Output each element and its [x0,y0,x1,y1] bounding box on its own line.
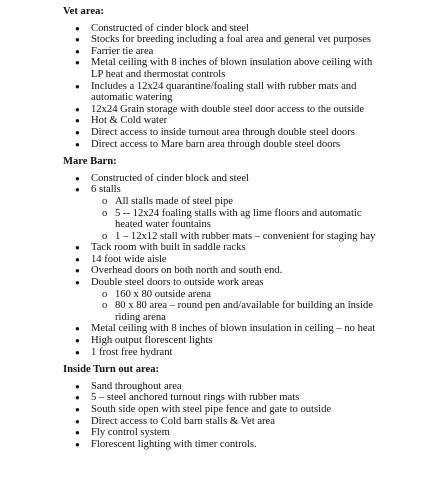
list-item: ● 12x24 Grain storage with double steel door access to the outside [75,103,365,115]
bullet-icon: ● [75,35,80,45]
list-item: ● Direct access to Mare barn area through double steel doors [75,138,341,150]
sub-list-item: o 80 x 80 area – round pen and/available for building an inside riding arena [102,300,374,323]
bullet-icon: ● [75,416,80,426]
bullet-icon: ● [75,347,80,357]
bullet-icon: ● [75,381,80,391]
bullet-icon: ● [75,81,80,91]
bullet-icon: ● [75,104,80,114]
bullet-icon: ● [75,58,80,68]
list-item: ● Florescent lighting with timer controls. [75,438,257,450]
sub-list-item: o 5 -- 12x24 foaling stalls with ag lime floors and automatic heated water fountains [102,207,362,231]
list-item: ● Sand throughout area [75,380,182,392]
list-item: ● Tack room with built in saddle racks [75,242,246,254]
list-item: ● Metal ceiling with 8 inches of blown insulation in ceiling – no heat [75,323,376,335]
bullet-icon: ● [75,393,80,403]
list-item: ● Fly control system [75,427,170,439]
bullet-icon: ● [75,324,80,334]
bullet-icon: ● [75,23,80,33]
list-item: ● Includes a 12x24 quarantine/foaling stall with rubber mats and automatic watering [75,80,357,104]
list-item: ● Constructed of cinder block and steel [75,172,249,184]
bullet-icon: ● [75,243,80,253]
vet-area-section [0,0,436,150]
list-item: ● Direct access to Cold barn stalls & Vet area [75,415,275,427]
list-item: ● Direct access to inside turnout area through double steel doors [75,126,355,138]
list-item: ● High output florescent lights [75,335,213,347]
bullet-icon: ● [75,185,80,195]
inside-turnout-section [0,358,436,450]
sub-list-item: o 160 x 80 outside arena [102,288,211,300]
section-heading: Mare Barn: [63,156,117,168]
bullet-icon: ● [75,439,80,449]
bullet-icon: ● [75,266,80,276]
sub-bullet-icon: o [102,230,108,242]
bullet-icon: ● [75,116,80,126]
list-item: ● Farrier tie area [75,45,154,57]
section-heading: Vet area: [63,6,104,17]
sub-list-item: o All stalls made of steel pipe [102,195,233,207]
list-item: ● 1 frost free hydrant [75,346,173,358]
list-item: ● 5 – steel anchored turnout rings with rubber mats [75,392,300,404]
bullet-icon: ● [75,254,80,264]
list-item: ● Constructed of cinder block and steel [75,22,249,34]
list-item: ● 6 stalls [75,184,121,196]
inside-turnout-list [0,381,436,451]
sub-list-item: o 1 – 12x12 stall with rubber mats – convenient for staging hay [102,230,376,242]
bullet-icon: ● [75,428,80,438]
bullet-icon: ● [75,139,80,149]
bullet-icon: ● [75,46,80,56]
list-item: ● 14 foot wide aisle [75,253,167,265]
mare-barn-list [0,173,436,359]
bullet-icon: ● [75,278,80,288]
bullet-icon: ● [75,405,80,414]
vet-area-list [0,23,436,151]
sub-bullet-icon: o [102,195,108,207]
bullet-icon: ● [75,127,80,137]
sub-bullet-icon: o [102,300,108,312]
list-item: ● South side open with steel pipe fence and gate to outside [75,404,332,415]
bullet-icon: ● [75,336,80,346]
sub-bullet-icon: o [102,288,108,300]
list-item: ● Metal ceiling with 8 inches of blown insulation above ceiling with LP heat and thermostat controls [75,57,373,80]
list-item: ● Double steel doors to outside work areas [75,277,264,289]
list-item: ● Hot & Cold water [75,115,168,127]
sub-bullet-icon: o [102,207,108,219]
list-item: ● Overhead doors on both north and south end. [75,265,283,277]
bullet-icon: ● [75,173,80,183]
mare-barn-section [0,150,436,358]
list-item: ● Stocks for breeding including a foal area and general vet purposes [75,34,372,46]
section-heading: Inside Turn out area: [63,364,160,376]
